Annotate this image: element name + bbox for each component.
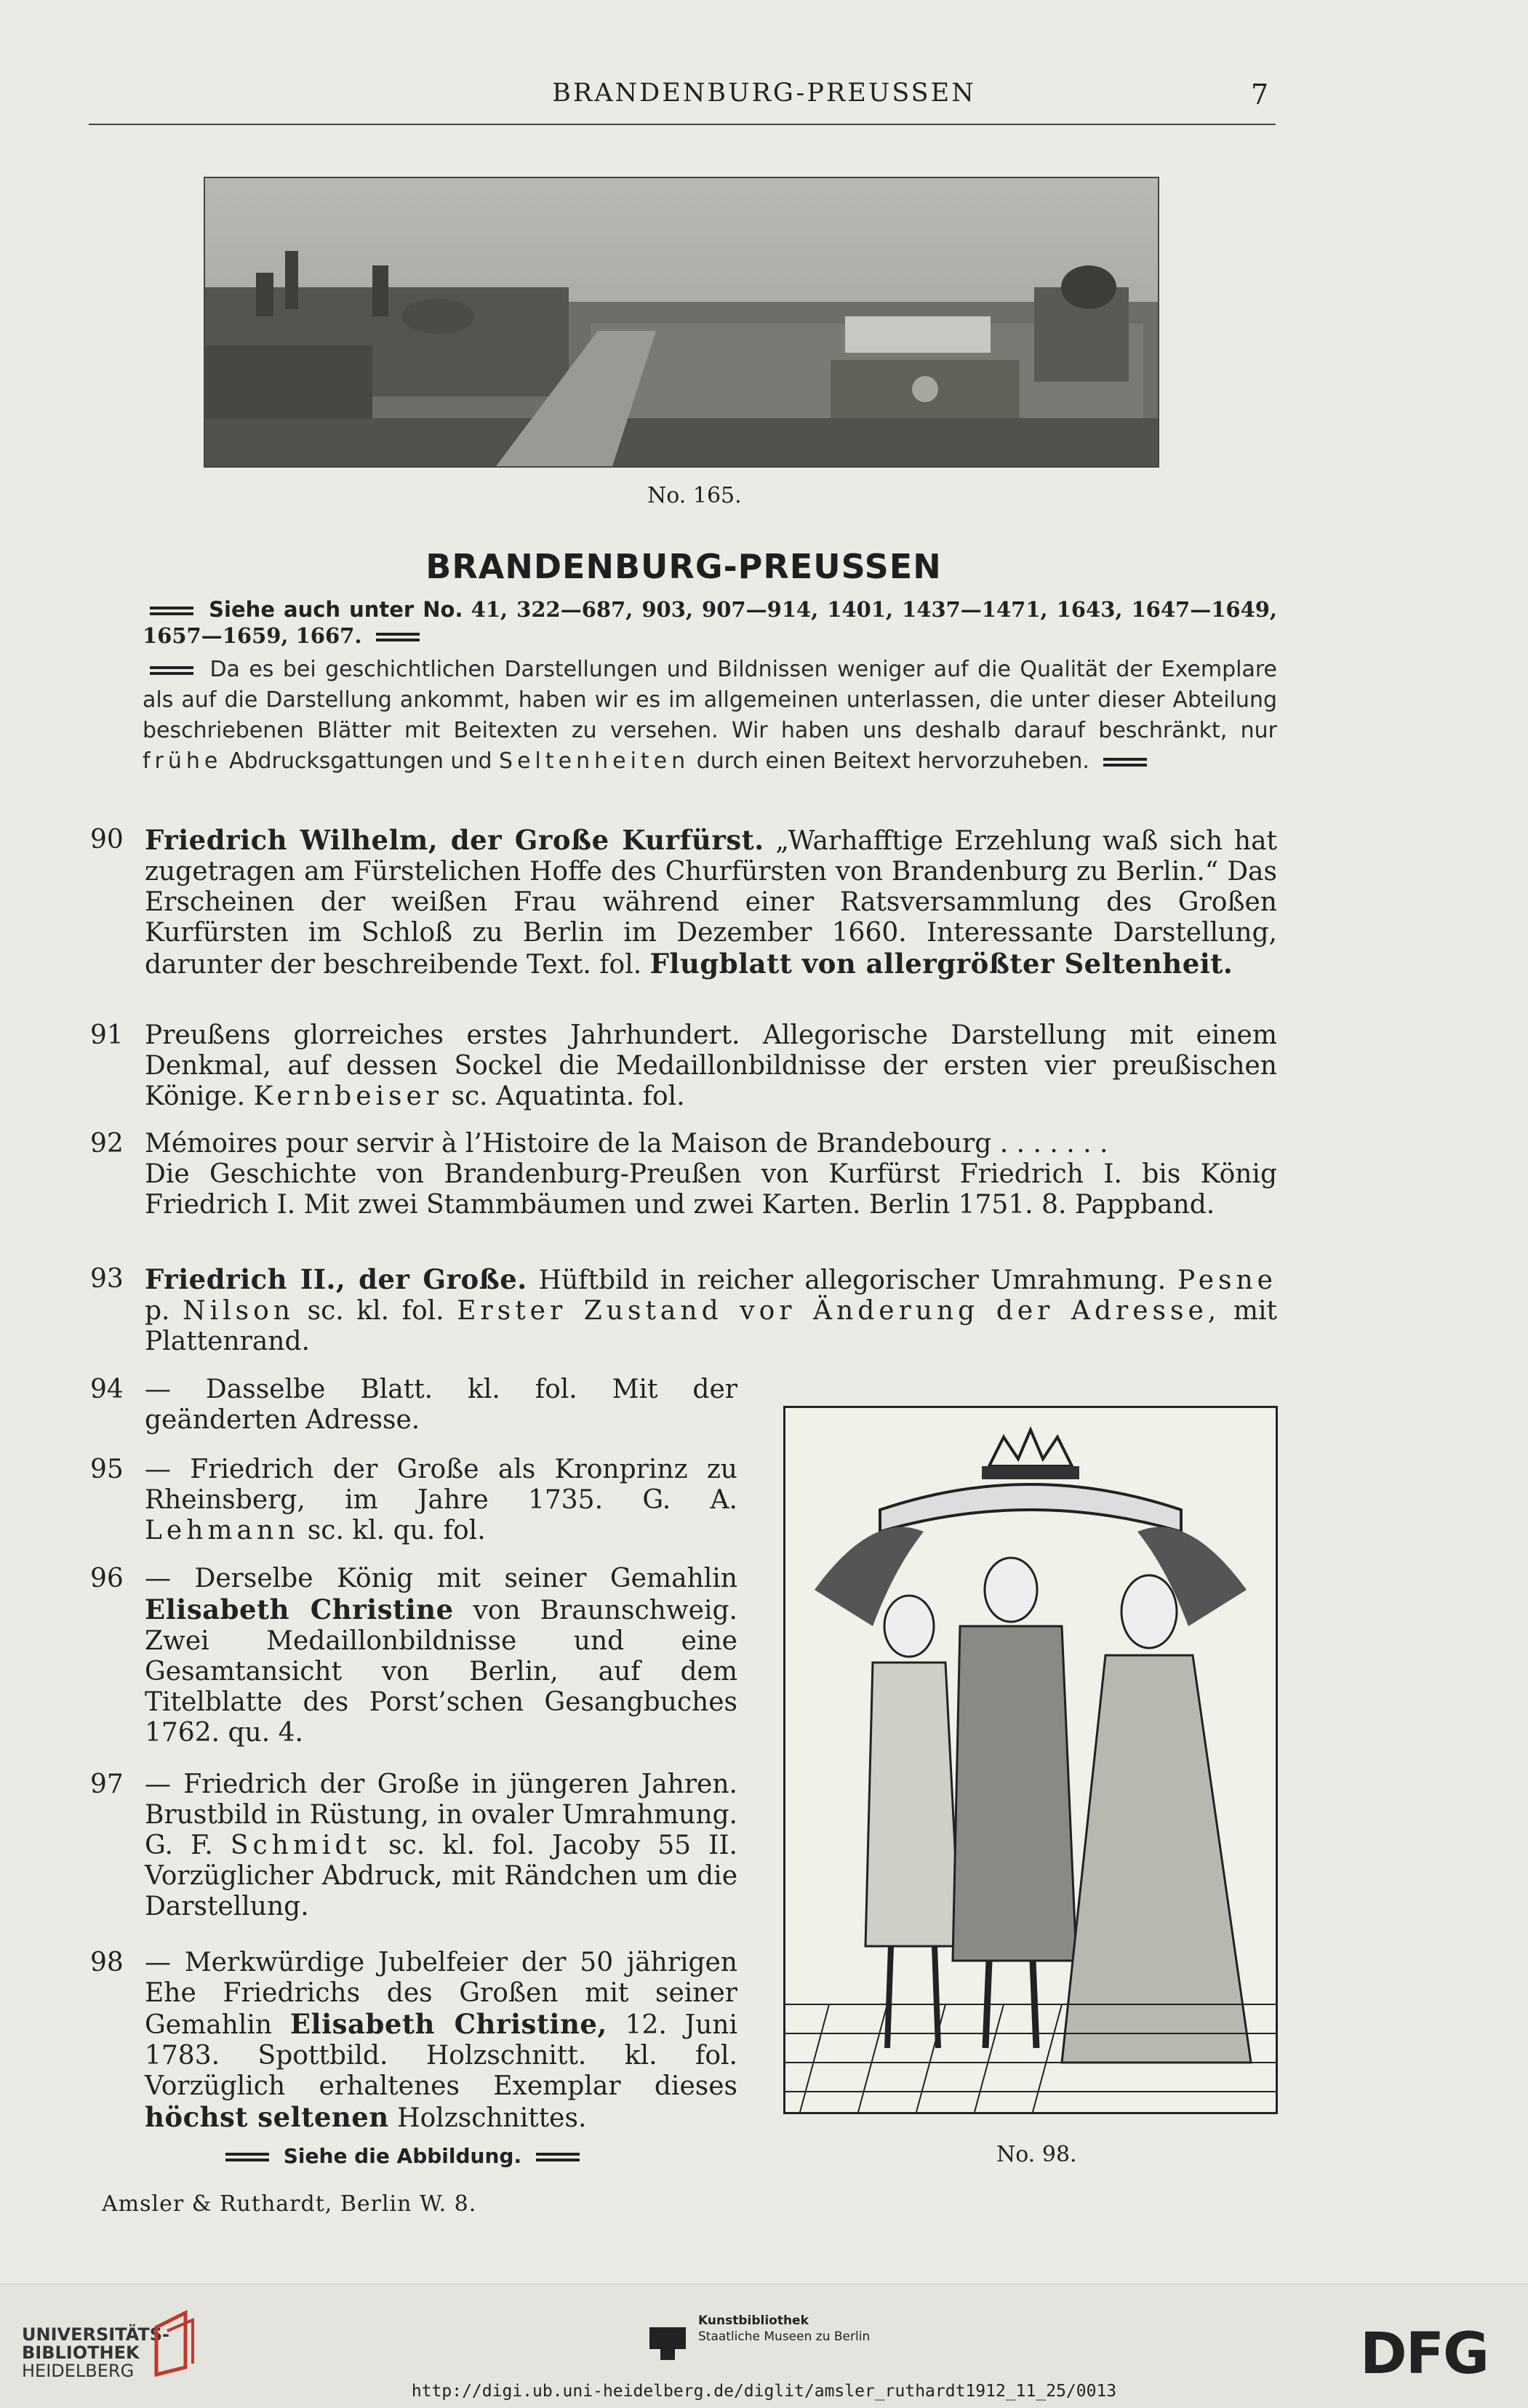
entry-text bbox=[145, 1769, 737, 1922]
intro-text: Da es bei geschichtlichen Darstellungen und Bildnissen weniger auf die Qualität der Exemplare als auf die Darstellung ankommt, haben wir es im allgemeinen unterlassen, die unter dieser Abteilung beschriebenen Blätter mit Beitexten zu versehen. Wir haben uns deshalb darauf beschränkt, nur bbox=[143, 657, 1277, 743]
catalog-entry bbox=[90, 1129, 1277, 1252]
entry-text bbox=[145, 825, 1277, 980]
xref-lead: Siehe auch unter No. bbox=[209, 597, 463, 622]
double-rule bbox=[150, 607, 193, 615]
section-intro bbox=[143, 655, 1277, 777]
double-rule bbox=[536, 2153, 580, 2161]
double-rule bbox=[150, 666, 193, 675]
kb-sub: Staatliche Museen zu Berlin bbox=[698, 2329, 871, 2344]
entry-number: 97 bbox=[90, 1769, 124, 1799]
figure-caption-98: No. 98. bbox=[996, 2142, 1077, 2167]
catalog-entry bbox=[90, 1948, 737, 2137]
jubilee-woodcut-image bbox=[785, 1408, 1276, 2112]
entry-text bbox=[145, 1020, 1277, 1112]
header-rule bbox=[89, 124, 1276, 125]
entry-title: Elisabeth Christine, bbox=[289, 2008, 607, 2040]
painter-name: Pesne bbox=[1177, 1265, 1277, 1295]
see-figure-text: Siehe die Abbildung. bbox=[283, 2144, 522, 2168]
woodcut-illustration bbox=[783, 1406, 1278, 2114]
entry-description: „Warhafftige Erzehlung waß sich hat zugetragen am Fürstelichen Hoffe des Churfürsten von Brandenburg zu Berlin.“ Das Erscheinen der weißen Frau während einer Ratsversammlung des Großen Kurfürsten im Schloß zu Berlin im Dezember 1660. Interessante Darstellung, darunter der beschreibende Text. fol. bbox=[145, 826, 1278, 980]
catalog-entry bbox=[90, 1264, 1277, 1359]
engraver-name: Nilson bbox=[183, 1296, 295, 1326]
kb-name: Kunstbibliothek bbox=[698, 2313, 809, 2328]
figure-caption-165: No. 165. bbox=[647, 483, 742, 508]
see-figure-note bbox=[218, 2144, 587, 2168]
uni-line-3: HEIDELBERG bbox=[22, 2361, 135, 2381]
entry-title: Friedrich II., der Große. bbox=[145, 1263, 527, 1295]
entry-number: 90 bbox=[90, 825, 124, 855]
xref-numbers: 41, 322—687, 903, 907—914, 1401, 1437—1471, 1643, 1647—1649, 1657—1659, 1667. bbox=[143, 597, 1278, 648]
intro-rare: Seltenheiten bbox=[499, 748, 690, 774]
entry-text bbox=[145, 1564, 737, 1748]
entry-description: sc. kl. fol. bbox=[307, 1296, 444, 1326]
entry-description: p. bbox=[145, 1296, 170, 1326]
double-rule bbox=[1103, 758, 1147, 767]
intro-text: durch einen Beitext hervorzuheben. bbox=[696, 748, 1089, 774]
uni-line-1: UNIVERSITÄTS- bbox=[22, 2324, 170, 2345]
running-title: BRANDENBURG-PREUSSEN bbox=[552, 79, 976, 108]
entry-description: — Friedrich der Große als Kronprinz zu Rheinsberg, im Jahre 1735. G. A. bbox=[145, 1455, 737, 1515]
catalog-entry bbox=[90, 1769, 737, 1929]
catalog-entry bbox=[90, 1564, 737, 1753]
entry-rarity: Flugblatt von allergrößter Seltenheit. bbox=[649, 948, 1233, 980]
entry-description: Hüftbild in reicher allegorischer Umrahmung. bbox=[538, 1265, 1167, 1295]
intro-early: frühe bbox=[143, 748, 223, 774]
entry-number: 95 bbox=[90, 1455, 124, 1484]
entry-description: sc. kl. qu. fol. bbox=[307, 1516, 486, 1545]
entry-text bbox=[145, 1948, 737, 2134]
page-number: 7 bbox=[1251, 79, 1269, 111]
entry-number: 94 bbox=[90, 1375, 124, 1404]
entry-description: — Derselbe König mit seiner Gemahlin bbox=[145, 1564, 737, 1593]
entry-text: — Dasselbe Blatt. kl. fol. Mit der geänderten Adresse. bbox=[145, 1375, 737, 1435]
section-title: BRANDENBURG-PREUSSEN bbox=[425, 547, 942, 586]
entry-number: 93 bbox=[90, 1264, 124, 1294]
entry-text bbox=[145, 1129, 1277, 1220]
engraver-name: Kernbeiser bbox=[253, 1081, 444, 1111]
entry-description: Preußens glorreiches erstes Jahrhundert. Allegorische Darstellung mit einem Denkmal, auf dessen Sockel die Medaillonbildnisse der ersten vier preußischen Könige. bbox=[145, 1020, 1277, 1111]
kunstbibliothek-logo[interactable] bbox=[698, 2313, 870, 2345]
entry-rarity: höchst seltenen bbox=[145, 2101, 389, 2133]
entry-number: 92 bbox=[90, 1129, 124, 1159]
catalog-entry bbox=[90, 825, 1277, 1007]
cross-reference bbox=[143, 596, 1277, 649]
entry-title-line: Mémoires pour servir à l’Histoire de la Maison de Brandebourg . . . . . . . bbox=[145, 1129, 1108, 1159]
entry-description: — Merkwürdige Jubelfeier der 50 jährigen Ehe Friedrichs des Großen mit seiner Gemahlin bbox=[145, 1948, 737, 2040]
uni-line-2: BIBLIOTHEK bbox=[22, 2343, 140, 2363]
entry-title: Friedrich Wilhelm, der Große Kurfürst. bbox=[145, 824, 764, 856]
state-note: Erster Zustand vor Änderung der Adresse, bbox=[457, 1296, 1221, 1326]
entry-description: von Braunschweig. Zwei Medaillonbildnisse und eine Gesamtansicht von Berlin, auf dem Titelblatte des Porst’schen Gesangbuches 1762. qu. 4. bbox=[145, 1596, 737, 1748]
entry-number: 96 bbox=[90, 1564, 124, 1593]
entry-description: Die Geschichte von Brandenburg-Preußen von Kurfürst Friedrich I. bis König Friedrich I. Mit zwei Stammbäumen und zwei Karten. Berlin 1751. 8. Pappband. bbox=[145, 1159, 1277, 1220]
entry-description: mit Plattenrand. bbox=[145, 1296, 1277, 1356]
entry-description: Holzschnittes. bbox=[397, 2103, 587, 2133]
entry-number: 91 bbox=[90, 1020, 124, 1050]
intro-text: Abdrucksgattungen und bbox=[228, 748, 492, 774]
catalog-entry bbox=[90, 1020, 1277, 1115]
berlin-panorama-image bbox=[205, 178, 1158, 466]
permalink-url[interactable]: http://digi.ub.uni-heidelberg.de/diglit/amsler_ruthardt1912_11_25/0013 bbox=[411, 2382, 1117, 2401]
university-logo-icon bbox=[149, 2305, 207, 2378]
engraver-name: Schmidt bbox=[230, 1831, 372, 1860]
publisher-line: Amsler & Ruthardt, Berlin W. 8. bbox=[102, 2191, 477, 2217]
entry-description: sc. kl. fol. Jacoby 55 II. Vorzüglicher Abdruck, mit Rändchen um die Darstellung. bbox=[145, 1831, 737, 1921]
entry-number: 98 bbox=[90, 1948, 124, 1977]
entry-title: Elisabeth Christine bbox=[145, 1593, 454, 1625]
catalog-entry bbox=[90, 1375, 737, 1440]
engraver-name: Lehmann bbox=[145, 1516, 300, 1545]
entry-text bbox=[145, 1455, 737, 1546]
panorama-engraving bbox=[204, 177, 1159, 468]
university-library-logo[interactable] bbox=[22, 2326, 169, 2380]
entry-description: 12. Juni 1783. Spottbild. Holzschnitt. kl. fol. Vorzüglich erhaltenes Exemplar dieses bbox=[145, 2010, 737, 2101]
entry-description: — Friedrich der Große in jüngeren Jahren. Brustbild in Rüstung, in ovaler Umrahmung. G. F. bbox=[145, 1769, 737, 1860]
double-rule bbox=[376, 633, 420, 641]
kunstbibliothek-logo-icon bbox=[649, 2320, 686, 2360]
entry-text bbox=[145, 1264, 1277, 1357]
double-rule bbox=[225, 2153, 269, 2161]
entry-description: sc. Aquatinta. fol. bbox=[451, 1081, 685, 1111]
dfg-logo[interactable]: DFG bbox=[1360, 2321, 1489, 2387]
catalog-entry bbox=[90, 1455, 737, 1549]
